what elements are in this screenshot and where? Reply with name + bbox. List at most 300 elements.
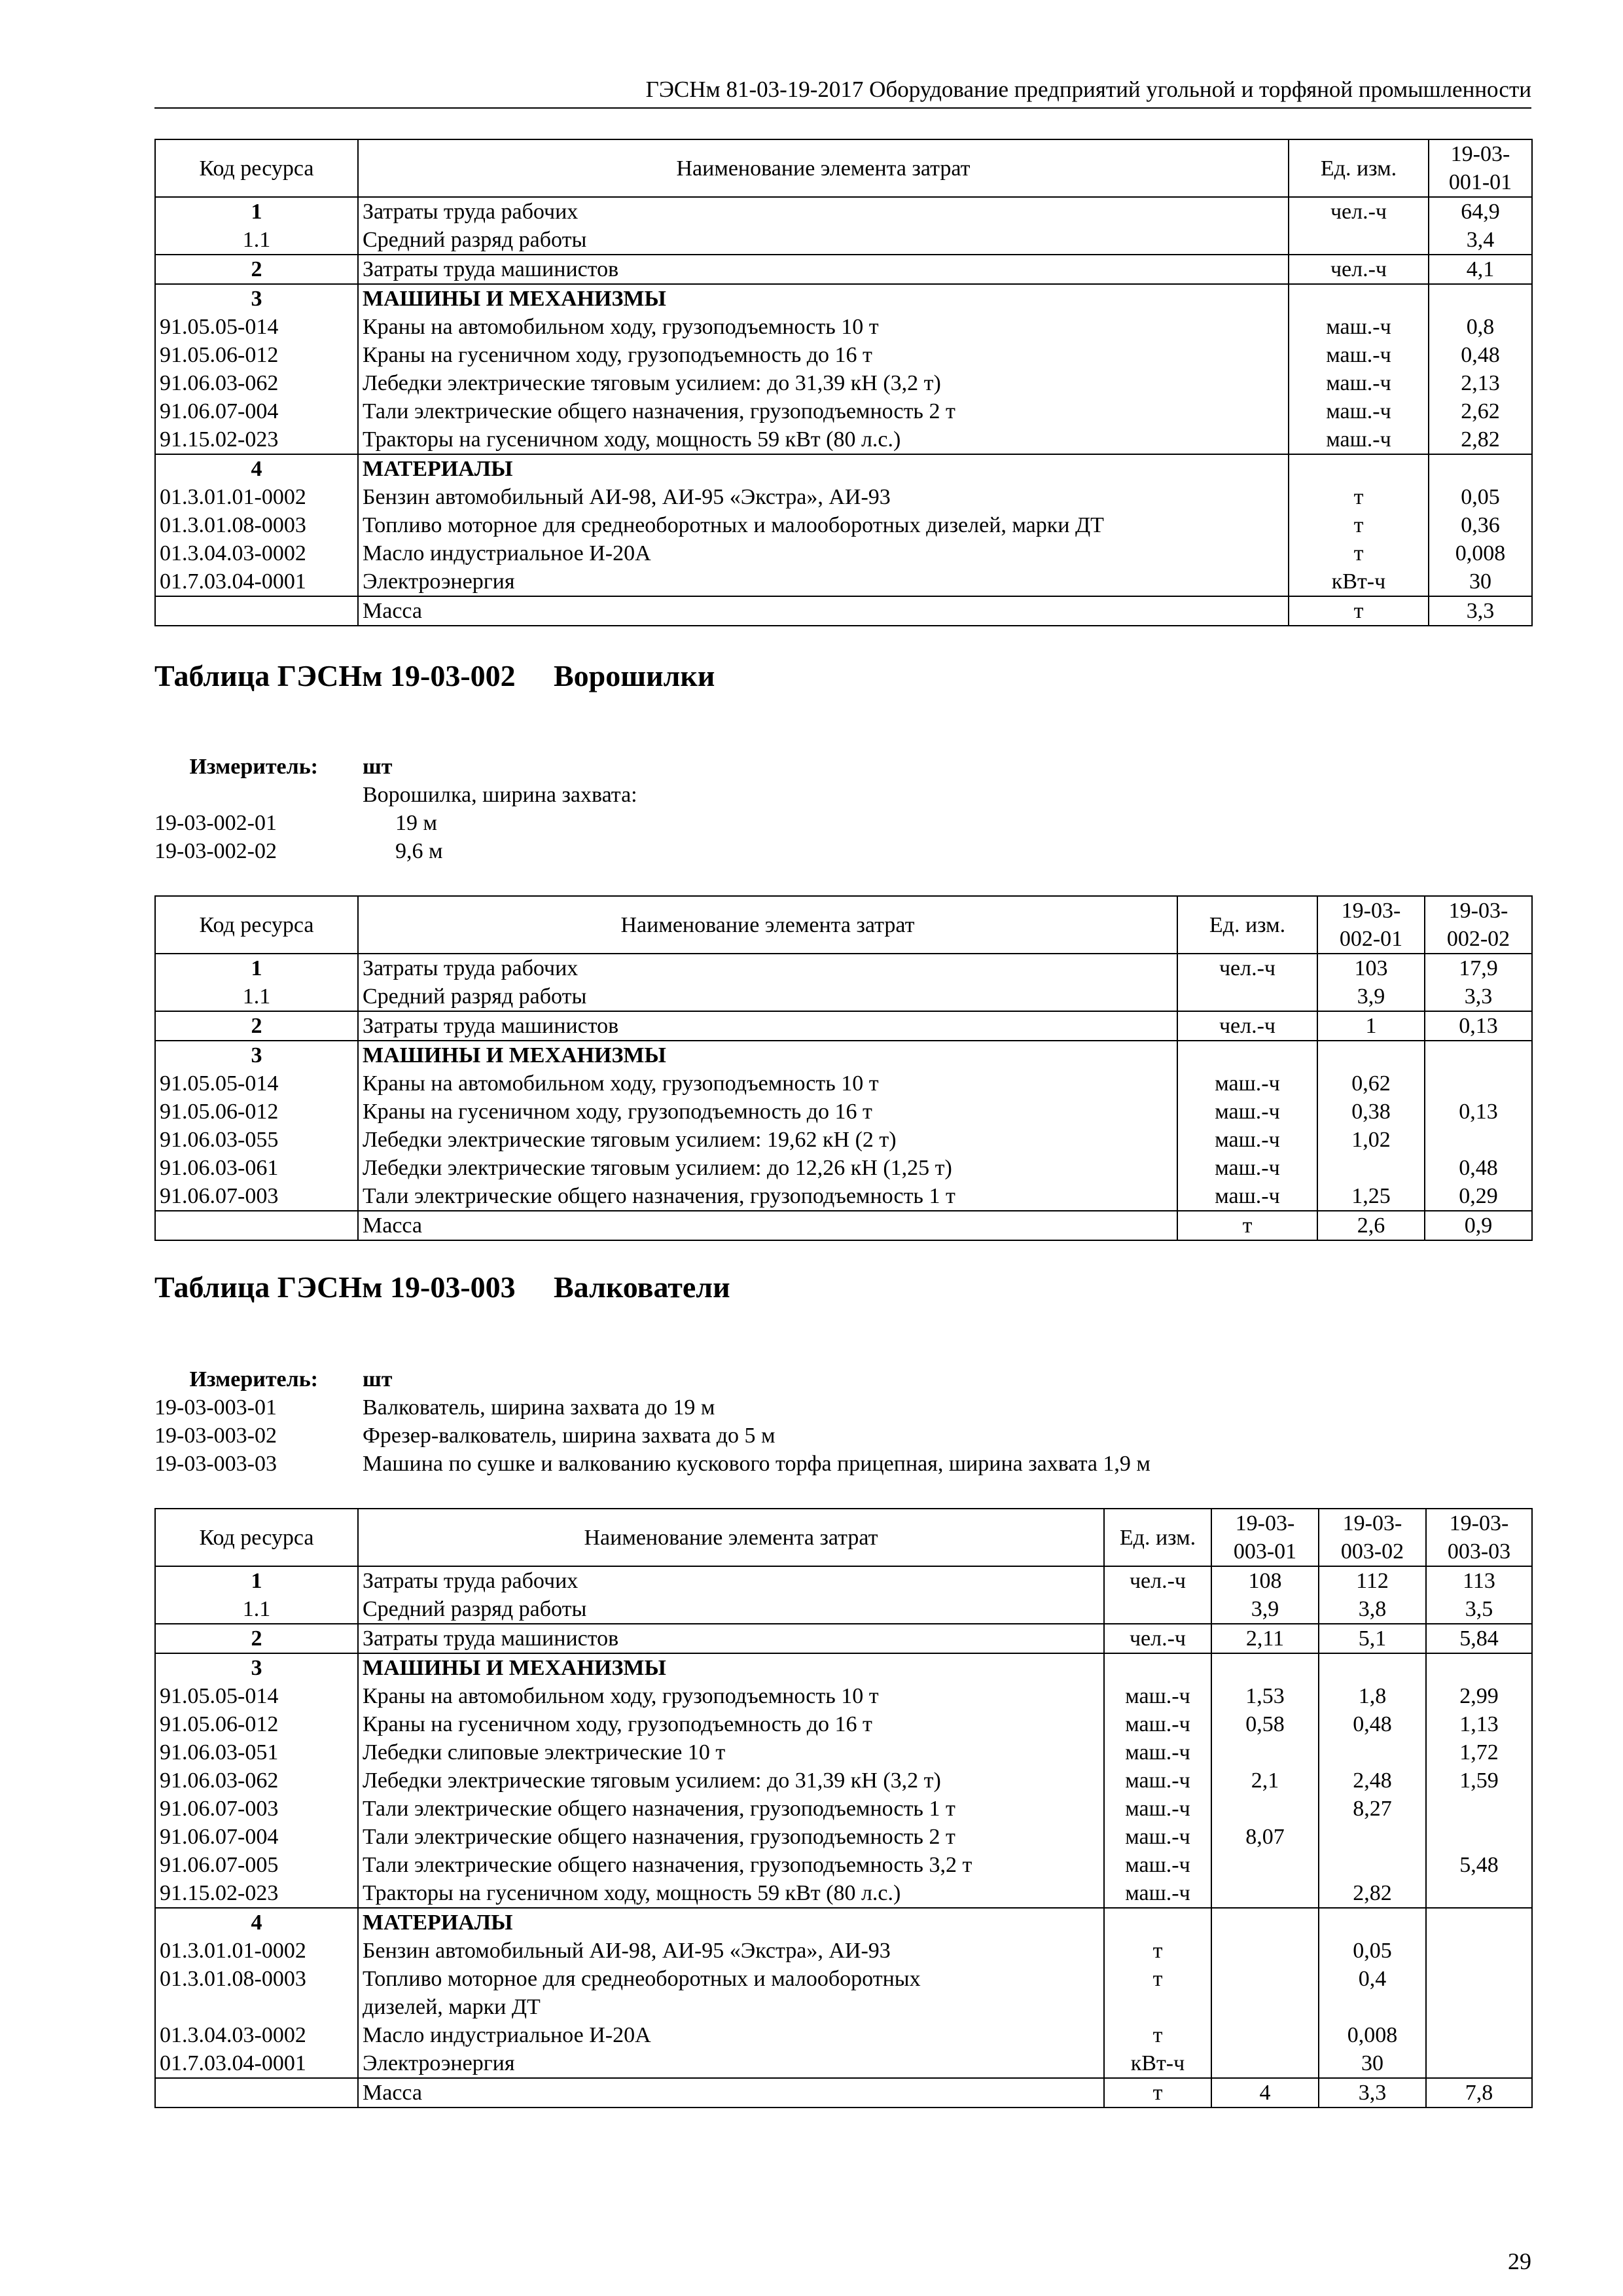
norm-value: 3,3	[1429, 596, 1532, 626]
resource-name: Краны на автомобильном ходу, грузоподъемность 10 т	[358, 313, 1289, 341]
unit	[1177, 982, 1317, 1011]
unit	[1289, 454, 1429, 483]
resource-code: 91.06.03-055	[155, 1126, 358, 1154]
norm-value: 7,8	[1426, 2078, 1532, 2108]
norm-value: 4,1	[1429, 255, 1532, 284]
norm-value: 0,05	[1319, 1937, 1426, 1965]
measure-unit: шт	[363, 755, 393, 779]
norm-value: 0,4	[1319, 1965, 1426, 1993]
table-title-19-03-002	[154, 656, 715, 696]
unit: маш.-ч	[1177, 1182, 1317, 1211]
resource-name: Масса	[358, 2078, 1104, 2108]
unit: чел.-ч	[1289, 255, 1429, 284]
norm-value: 0,008	[1429, 539, 1532, 567]
header-code: Код ресурса	[155, 896, 358, 954]
resource-name: Лебедки слиповые электрические 10 т	[358, 1738, 1104, 1767]
unit: маш.-ч	[1177, 1154, 1317, 1182]
resource-name: Краны на гусеничном ходу, грузоподъемность до 16 т	[358, 1098, 1177, 1126]
norm-value: 0,58	[1211, 1710, 1319, 1738]
table-row	[155, 1682, 1532, 1710]
norm-value: 2,82	[1319, 1879, 1426, 1908]
unit: маш.-ч	[1104, 1795, 1211, 1823]
norm-value: 30	[1319, 2049, 1426, 2078]
unit: кВт-ч	[1289, 567, 1429, 596]
norm-description: 19 м	[395, 811, 438, 835]
norm-value: 3,9	[1317, 982, 1425, 1011]
resource-name: Лебедки электрические тяговым усилием: до 31,39 кН (3,2 т)	[358, 1767, 1104, 1795]
header-norm-code: 19-03-003-03	[1426, 1509, 1532, 1566]
unit: т	[1177, 1211, 1317, 1240]
norm-value: 3,5	[1426, 1595, 1532, 1624]
resource-code: 01.7.03.04-0001	[155, 2049, 358, 2078]
norm-value	[1426, 1908, 1532, 1937]
norm-code: 19-03-003-02	[154, 1424, 277, 1448]
header-norm-code: 19-03-003-01	[1211, 1509, 1319, 1566]
norm-value: 1,59	[1426, 1767, 1532, 1795]
resource-code	[155, 596, 358, 626]
norm-value: 3,4	[1429, 226, 1532, 255]
header-name: Наименование элемента затрат	[358, 1509, 1104, 1566]
norm-value	[1426, 2049, 1532, 2078]
norm-value	[1426, 1937, 1532, 1965]
resource-name: Тали электрические общего назначения, грузоподъемность 2 т	[358, 1823, 1104, 1851]
table-name: Валкователи	[554, 1270, 730, 1304]
unit: т	[1289, 511, 1429, 539]
norm-value	[1429, 454, 1532, 483]
norm-code: 19-03-002-02	[154, 839, 277, 863]
resource-name: Затраты труда машинистов	[358, 1624, 1104, 1653]
unit: чел.-ч	[1104, 1566, 1211, 1595]
resource-code: 91.05.05-014	[155, 1069, 358, 1098]
norm-value	[1429, 284, 1532, 313]
norm-value	[1211, 1879, 1319, 1908]
unit: маш.-ч	[1104, 1738, 1211, 1767]
resource-code: 1	[155, 1566, 358, 1595]
norm-code: 19-03-002-01	[154, 811, 277, 835]
table-number: Таблица ГЭСНм 19-03-002	[154, 659, 516, 692]
resource-code: 01.3.01.01-0002	[155, 483, 358, 511]
resource-name: Электроэнергия	[358, 567, 1289, 596]
norm-value: 5,1	[1319, 1624, 1426, 1653]
header-row	[155, 1509, 1532, 1566]
header-code: Код ресурса	[155, 139, 358, 197]
header-row	[155, 896, 1532, 954]
unit: маш.-ч	[1289, 369, 1429, 397]
norm-value	[1211, 1795, 1319, 1823]
resource-code	[155, 2078, 358, 2108]
norm-code: 19-03-003-03	[154, 1452, 277, 1476]
norm-value: 2,99	[1426, 1682, 1532, 1710]
norm-value	[1211, 1908, 1319, 1937]
unit: т	[1104, 2078, 1211, 2108]
resource-code: 91.06.07-003	[155, 1795, 358, 1823]
resource-name: Электроэнергия	[358, 2049, 1104, 2078]
resource-code: 4	[155, 454, 358, 483]
header-name: Наименование элемента затрат	[358, 139, 1289, 197]
table-row	[155, 1154, 1532, 1182]
resource-code: 91.05.05-014	[155, 1682, 358, 1710]
norm-value: 2,13	[1429, 369, 1532, 397]
resource-name: Краны на гусеничном ходу, грузоподъемность до 16 т	[358, 1710, 1104, 1738]
running-header: ГЭСНм 81-03-19-2017 Оборудование предприятий угольной и торфяной промышленности	[154, 72, 1531, 109]
resource-name: Лебедки электрические тяговым усилием: до 12,26 кН (1,25 т)	[358, 1154, 1177, 1182]
norm-value	[1211, 2049, 1319, 2078]
resource-code: 1	[155, 954, 358, 982]
resource-name: Масса	[358, 596, 1289, 626]
measure-label: Измеритель:	[189, 1367, 318, 1391]
table-row	[155, 1182, 1532, 1211]
table-row	[155, 255, 1532, 284]
norm-value	[1211, 1937, 1319, 1965]
resource-name: МАТЕРИАЛЫ	[358, 454, 1289, 483]
unit: т	[1104, 1937, 1211, 1965]
norm-value: 3,3	[1425, 982, 1532, 1011]
norm-value: 64,9	[1429, 197, 1532, 226]
resource-code: 1	[155, 197, 358, 226]
resource-code: 3	[155, 1653, 358, 1682]
table-row	[155, 567, 1532, 596]
unit: т	[1289, 596, 1429, 626]
resource-code	[155, 1993, 358, 2021]
norm-value: 4	[1211, 2078, 1319, 2108]
table-row	[155, 2021, 1532, 2049]
table-row	[155, 1126, 1532, 1154]
measure-label: Измеритель:	[189, 755, 318, 779]
norm-value: 2,82	[1429, 425, 1532, 454]
unit	[1289, 284, 1429, 313]
resource-name: Топливо моторное для среднеоборотных и малооборотных дизелей, марки ДТ	[358, 511, 1289, 539]
resource-code: 91.05.05-014	[155, 313, 358, 341]
resource-code: 91.05.06-012	[155, 341, 358, 369]
header-code: Код ресурса	[155, 1509, 358, 1566]
resource-code: 2	[155, 1011, 358, 1041]
norm-value: 0,05	[1429, 483, 1532, 511]
norm-value	[1319, 1851, 1426, 1879]
unit: маш.-ч	[1104, 1851, 1211, 1879]
table-row	[155, 1069, 1532, 1098]
norm-value	[1319, 1823, 1426, 1851]
table-name: Ворошилки	[554, 659, 715, 692]
norm-value: 0,29	[1425, 1182, 1532, 1211]
norm-value	[1211, 1653, 1319, 1682]
table-row	[155, 1624, 1532, 1653]
table-row	[155, 454, 1532, 483]
resource-code: 91.06.07-005	[155, 1851, 358, 1879]
norm-code: 19-03-003-01	[154, 1395, 277, 1420]
table-row	[155, 2078, 1532, 2108]
table-row	[155, 1041, 1532, 1069]
unit: маш.-ч	[1104, 1767, 1211, 1795]
norm-value	[1211, 1851, 1319, 1879]
header-unit: Ед. изм.	[1104, 1509, 1211, 1566]
resource-code: 01.3.04.03-0002	[155, 539, 358, 567]
resource-code: 2	[155, 1624, 358, 1653]
norm-value: 2,6	[1317, 1211, 1425, 1240]
measure-intro-row	[154, 781, 637, 809]
table-row	[155, 341, 1532, 369]
unit	[1104, 1595, 1211, 1624]
resource-code: 01.3.01.01-0002	[155, 1937, 358, 1965]
unit: кВт-ч	[1104, 2049, 1211, 2078]
table-row	[155, 1211, 1532, 1240]
norm-value: 0,36	[1429, 511, 1532, 539]
table-title-19-03-003	[154, 1267, 730, 1308]
norm-value	[1317, 1041, 1425, 1069]
header-name: Наименование элемента затрат	[358, 896, 1177, 954]
unit: маш.-ч	[1289, 341, 1429, 369]
norm-value	[1425, 1126, 1532, 1154]
table-row	[155, 596, 1532, 626]
resource-name: Тали электрические общего назначения, грузоподъемность 2 т	[358, 397, 1289, 425]
resource-name: Масло индустриальное И-20А	[358, 2021, 1104, 2049]
norm-value: 112	[1319, 1566, 1426, 1595]
resource-code: 91.05.06-012	[155, 1098, 358, 1126]
unit	[1104, 1908, 1211, 1937]
norm-value: 0,9	[1425, 1211, 1532, 1240]
table-row	[155, 1993, 1532, 2021]
table-row	[155, 397, 1532, 425]
header-norm-code: 19-03-002-01	[1317, 896, 1425, 954]
resource-code: 91.06.03-051	[155, 1738, 358, 1767]
table-row	[155, 1795, 1532, 1823]
resource-name: Тали электрические общего назначения, грузоподъемность 1 т	[358, 1182, 1177, 1211]
norm-value: 0,48	[1429, 341, 1532, 369]
table-row	[155, 369, 1532, 397]
resource-code: 01.7.03.04-0001	[155, 567, 358, 596]
norm-value: 3,8	[1319, 1595, 1426, 1624]
resource-name: Тракторы на гусеничном ходу, мощность 59 кВт (80 л.с.)	[358, 1879, 1104, 1908]
norm-value	[1426, 1823, 1532, 1851]
resource-code: 91.15.02-023	[155, 425, 358, 454]
header-row	[155, 139, 1532, 197]
table-row	[155, 1851, 1532, 1879]
table-row	[155, 1879, 1532, 1908]
norm-value: 1,13	[1426, 1710, 1532, 1738]
table-row	[155, 1011, 1532, 1041]
norm-value: 0,13	[1425, 1098, 1532, 1126]
norm-value: 1,72	[1426, 1738, 1532, 1767]
norm-value: 2,1	[1211, 1767, 1319, 1795]
unit: чел.-ч	[1104, 1624, 1211, 1653]
norm-item	[154, 1450, 1150, 1478]
resource-name: Затраты труда рабочих	[358, 1566, 1104, 1595]
unit: т	[1104, 2021, 1211, 2049]
unit: маш.-ч	[1104, 1879, 1211, 1908]
resource-name: Средний разряд работы	[358, 982, 1177, 1011]
norm-value	[1319, 1653, 1426, 1682]
measure-intro: Ворошилка, ширина захвата:	[363, 783, 637, 807]
table-row	[155, 539, 1532, 567]
resource-name: Краны на автомобильном ходу, грузоподъемность 10 т	[358, 1682, 1104, 1710]
table-row	[155, 1937, 1532, 1965]
norm-description: 9,6 м	[395, 839, 443, 863]
unit	[1177, 1041, 1317, 1069]
norm-value: 1,8	[1319, 1682, 1426, 1710]
norm-value	[1317, 1154, 1425, 1182]
norm-value: 2,62	[1429, 397, 1532, 425]
resource-name: МАШИНЫ И МЕХАНИЗМЫ	[358, 284, 1289, 313]
header-unit: Ед. изм.	[1289, 139, 1429, 197]
norm-value: 113	[1426, 1566, 1532, 1595]
unit: маш.-ч	[1104, 1682, 1211, 1710]
resource-name: Затраты труда рабочих	[358, 197, 1289, 226]
unit: чел.-ч	[1289, 197, 1429, 226]
norm-value: 2,11	[1211, 1624, 1319, 1653]
resource-code: 91.06.07-004	[155, 1823, 358, 1851]
spacer	[154, 781, 363, 809]
resource-code: 1.1	[155, 1595, 358, 1624]
unit: чел.-ч	[1177, 954, 1317, 982]
resource-code: 2	[155, 255, 358, 284]
resource-name: Затраты труда машинистов	[358, 1011, 1177, 1041]
norm-value	[1426, 1993, 1532, 2021]
resource-code: 91.15.02-023	[155, 1879, 358, 1908]
resource-name: Бензин автомобильный АИ-98, АИ-95 «Экстра», АИ-93	[358, 483, 1289, 511]
unit: т	[1104, 1965, 1211, 1993]
norm-value	[1426, 1653, 1532, 1682]
unit: маш.-ч	[1177, 1098, 1317, 1126]
page-number: 29	[1508, 2248, 1531, 2274]
norm-item	[154, 1393, 1150, 1422]
norm-value: 1,25	[1317, 1182, 1425, 1211]
unit: чел.-ч	[1177, 1011, 1317, 1041]
resource-code: 91.06.03-061	[155, 1154, 358, 1182]
table-row	[155, 425, 1532, 454]
norm-item	[154, 837, 637, 865]
table-row	[155, 483, 1532, 511]
resource-code: 3	[155, 284, 358, 313]
header-norm-code: 19-03-002-02	[1425, 896, 1532, 954]
header-norm-code: 19-03-001-01	[1429, 139, 1532, 197]
norm-value	[1211, 1965, 1319, 1993]
resource-name: Тали электрические общего назначения, грузоподъемность 3,2 т	[358, 1851, 1104, 1879]
resource-name: МАШИНЫ И МЕХАНИЗМЫ	[358, 1653, 1104, 1682]
resource-code: 91.06.07-004	[155, 397, 358, 425]
resource-code: 01.3.01.08-0003	[155, 511, 358, 539]
norm-value	[1319, 1908, 1426, 1937]
norm-value: 3,9	[1211, 1595, 1319, 1624]
table-row	[155, 2049, 1532, 2078]
norm-value	[1319, 1993, 1426, 2021]
resource-name: Тракторы на гусеничном ходу, мощность 59 кВт (80 л.с.)	[358, 425, 1289, 454]
table-row	[155, 511, 1532, 539]
table-row	[155, 313, 1532, 341]
norm-value: 0,38	[1317, 1098, 1425, 1126]
norm-value: 0,62	[1317, 1069, 1425, 1098]
table-number: Таблица ГЭСНм 19-03-003	[154, 1270, 516, 1304]
norm-value	[1425, 1069, 1532, 1098]
resource-name: МАШИНЫ И МЕХАНИЗМЫ	[358, 1041, 1177, 1069]
unit	[1104, 1993, 1211, 2021]
norm-value: 8,27	[1319, 1795, 1426, 1823]
resource-code: 01.3.04.03-0002	[155, 2021, 358, 2049]
measure-block-19-03-003	[154, 1365, 1150, 1478]
table-row	[155, 1908, 1532, 1937]
resource-code: 3	[155, 1041, 358, 1069]
norm-value: 1,53	[1211, 1682, 1319, 1710]
norm-value	[1426, 1965, 1532, 1993]
resource-code: 4	[155, 1908, 358, 1937]
norm-value	[1211, 2021, 1319, 2049]
norm-description: Машина по сушке и валкованию кускового торфа прицепная, ширина захвата 1,9 м	[363, 1452, 1150, 1476]
table-row	[155, 284, 1532, 313]
norm-value: 0,48	[1319, 1710, 1426, 1738]
norm-value	[1211, 1993, 1319, 2021]
norm-item	[154, 1422, 1150, 1450]
norm-value: 17,9	[1425, 954, 1532, 982]
table-row	[155, 226, 1532, 255]
unit: маш.-ч	[1104, 1710, 1211, 1738]
unit: маш.-ч	[1177, 1069, 1317, 1098]
norm-value: 1,02	[1317, 1126, 1425, 1154]
resource-name: Средний разряд работы	[358, 226, 1289, 255]
resource-name: Затраты труда машинистов	[358, 255, 1289, 284]
norm-value: 30	[1429, 567, 1532, 596]
resource-name: Лебедки электрические тяговым усилием: до 31,39 кН (3,2 т)	[358, 369, 1289, 397]
resource-code: 91.05.06-012	[155, 1710, 358, 1738]
norm-item	[154, 809, 637, 837]
norm-value: 0,008	[1319, 2021, 1426, 2049]
resource-code: 01.3.01.08-0003	[155, 1965, 358, 1993]
norm-value: 103	[1317, 954, 1425, 982]
norm-description: Фрезер-валкователь, ширина захвата до 5 м	[363, 1424, 776, 1448]
unit: маш.-ч	[1104, 1823, 1211, 1851]
norm-value: 0,8	[1429, 313, 1532, 341]
norm-value: 3,3	[1319, 2078, 1426, 2108]
measure-block-19-03-002	[154, 753, 637, 865]
table-row	[155, 954, 1532, 982]
table-row	[155, 1566, 1532, 1595]
unit	[1104, 1653, 1211, 1682]
unit: т	[1289, 539, 1429, 567]
resource-code: 91.06.07-003	[155, 1182, 358, 1211]
resource-code	[155, 1211, 358, 1240]
resource-name: дизелей, марки ДТ	[358, 1993, 1104, 2021]
measure-row	[154, 1365, 1150, 1393]
unit: маш.-ч	[1289, 425, 1429, 454]
resource-code: 1.1	[155, 982, 358, 1011]
norm-value	[1425, 1041, 1532, 1069]
table-row	[155, 1098, 1532, 1126]
resource-name: МАТЕРИАЛЫ	[358, 1908, 1104, 1937]
norm-description: Валкователь, ширина захвата до 19 м	[363, 1395, 715, 1420]
norm-value: 0,13	[1425, 1011, 1532, 1041]
norm-value: 5,84	[1426, 1624, 1532, 1653]
measure-row	[154, 753, 637, 781]
table-row	[155, 1823, 1532, 1851]
unit	[1289, 226, 1429, 255]
table-row	[155, 1738, 1532, 1767]
measure-unit: шт	[363, 1367, 393, 1391]
norm-value: 2,48	[1319, 1767, 1426, 1795]
resource-name: Топливо моторное для среднеоборотных и малооборотных	[358, 1965, 1104, 1993]
header-unit: Ед. изм.	[1177, 896, 1317, 954]
unit: маш.-ч	[1289, 397, 1429, 425]
resource-code: 1.1	[155, 226, 358, 255]
table-row	[155, 982, 1532, 1011]
cost-table-19-03-003	[154, 1508, 1533, 2108]
norm-value	[1211, 1738, 1319, 1767]
resource-name: Масло индустриальное И-20А	[358, 539, 1289, 567]
table-row	[155, 1767, 1532, 1795]
table-row	[155, 1965, 1532, 1993]
unit: маш.-ч	[1177, 1126, 1317, 1154]
norm-value: 8,07	[1211, 1823, 1319, 1851]
cost-table-19-03-001	[154, 139, 1533, 626]
cost-table-19-03-002	[154, 895, 1533, 1241]
resource-name: Краны на автомобильном ходу, грузоподъемность 10 т	[358, 1069, 1177, 1098]
resource-name: Лебедки электрические тяговым усилием: 19,62 кН (2 т)	[358, 1126, 1177, 1154]
